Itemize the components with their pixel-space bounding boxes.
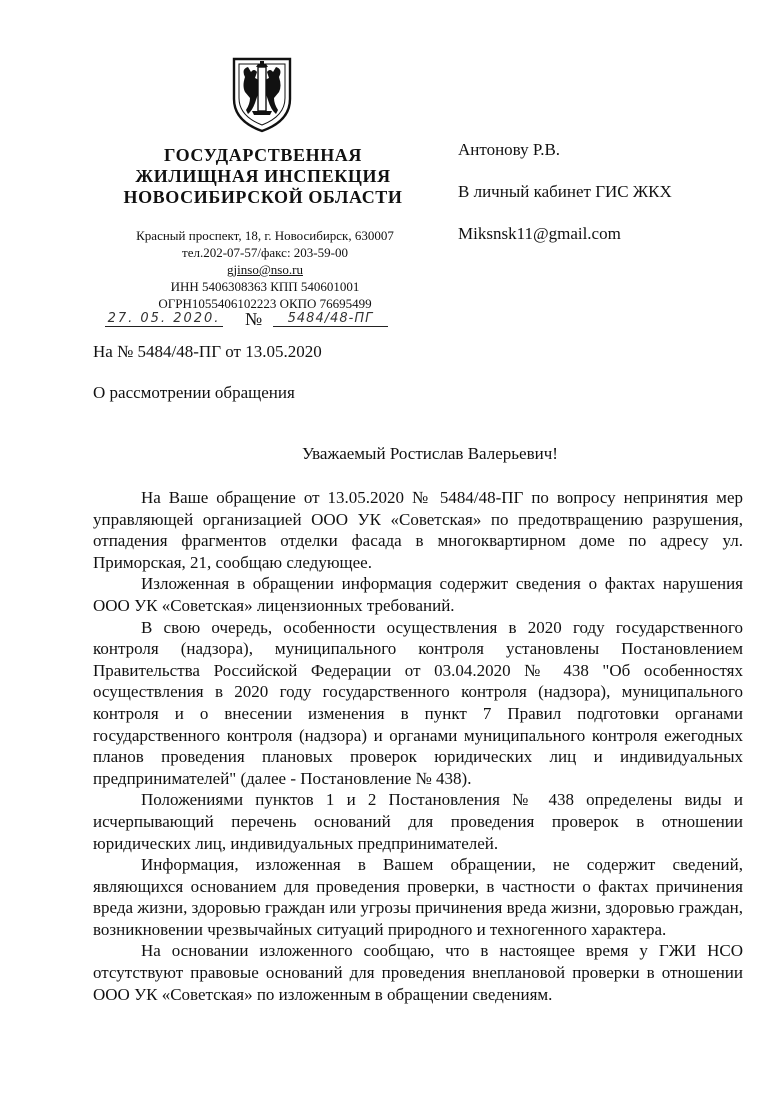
body-paragraph: Информация, изложенная в Вашем обращении, не содержит сведений, являющихся основанием для проведения проверки, в частности о фактах причинения вреда жизни, здоровью граждан или угрозы причинения вреда жизни, здоровью граждан, возникновении чрезвычайных ситуаций природного и техногенного характера. [93, 855, 743, 939]
org-address: Красный проспект, 18, г. Новосибирск, 630007 [136, 228, 394, 243]
org-email-link[interactable]: gjinso@nso.ru [227, 262, 303, 277]
recipient-channel: В личный кабинет ГИС ЖКХ [458, 182, 672, 201]
body-paragraph: Положениями пунктов 1 и 2 Постановления № 438 определены виды и исчерпывающий перечень оснований для проведения проверок в отношении юридических лиц, индивидуальных предпринимателей. [93, 790, 743, 853]
recipient-email: Miksnsk11@gmail.com [458, 224, 621, 243]
body-paragraph: Изложенная в обращении информация содержит сведения о фактах нарушения ООО УК «Советская» лицензионных требований. [93, 574, 743, 615]
org-name-line-2: ЖИЛИЩНАЯ ИНСПЕКЦИЯ [135, 166, 391, 186]
organization-name [108, 145, 418, 208]
novosibirsk-coat-of-arms-icon [226, 55, 298, 133]
org-name-line-1: ГОСУДАРСТВЕННАЯ [164, 145, 362, 165]
body-paragraph: На основании изложенного сообщаю, что в настоящее время у ГЖИ НСО отсутствуют правовые оснований для проведения внеплановой проверки в отношении ООО УК «Советская» по изложенным в обращении сведениям. [93, 941, 743, 1004]
recipient-name: Антонову Р.В. [458, 140, 561, 159]
subject-line: О рассмотрении обращения [93, 383, 295, 402]
body-paragraph: На Ваше обращение от 13.05.2020 № 5484/48-ПГ по вопросу непринятия мер управляющей организацией ООО УК «Советская» по предотвращению разрушения, отпадения фрагментов отделки фасада в многоквартирном доме по адресу ул. Приморская, 21, сообщаю следующее. [93, 488, 743, 572]
body-paragraph: В свою очередь, особенности осуществления в 2020 году государственного контроля (надзора), муниципального контроля установлены Постановлением Правительства Российской Федерации от 03.04.2020 № 438 "Об особенностях осуществления в 2020 году государственного контроля (надзора), муниципального контроля и о внесении изменения в пункт 7 Правил подготовки органами государственного контроля (надзора) и органами муниципального контроля ежегодных планов проведения плановых проверок юридических лиц и индивидуальных предпринимателей" (далее - Постановление № 438). [93, 617, 743, 788]
org-name-line-3: НОВОСИБИРСКОЙ ОБЛАСТИ [123, 187, 403, 207]
organization-contacts [100, 227, 430, 312]
registration-number: 5484/48-ПГ [273, 311, 388, 327]
registration-date: 27. 05. 2020. [105, 311, 223, 327]
org-inn-kpp: ИНН 5406308363 КПП 540601001 [170, 279, 360, 294]
registration-line [95, 309, 405, 333]
org-ogrn-okpo: ОГРН1055406102223 ОКПО 76695499 [158, 296, 372, 311]
org-phone: тел.202-07-57/факс: 203-59-00 [182, 245, 348, 260]
reference-line: На № 5484/48-ПГ от 13.05.2020 [93, 342, 322, 361]
greeting: Уважаемый Ростислав Валерьевич! [302, 444, 558, 463]
registration-number-sign: № [245, 309, 263, 329]
letter-body [93, 487, 743, 1005]
